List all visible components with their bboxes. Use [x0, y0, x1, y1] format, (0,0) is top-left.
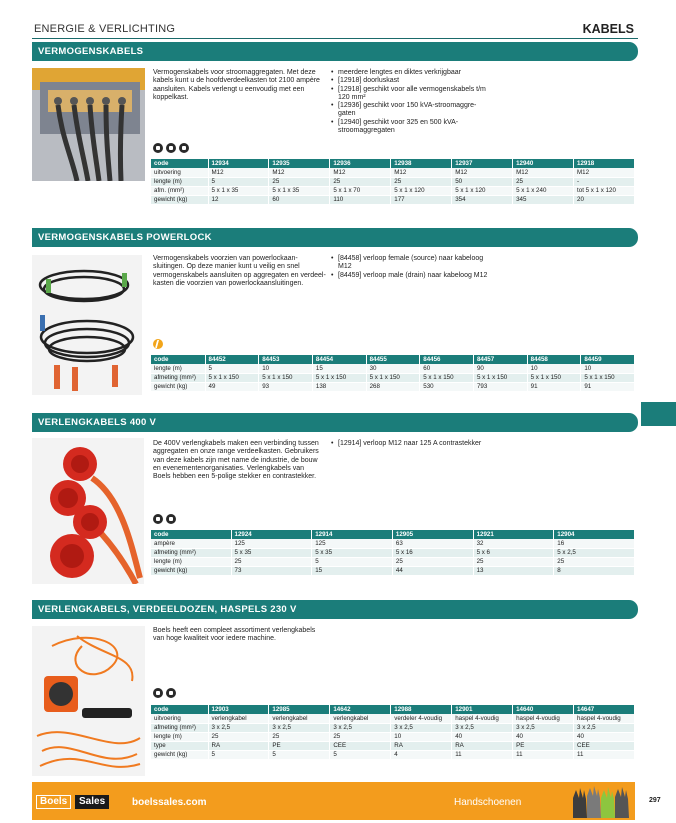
section-description: Vermogenskabels voorzien van powerlockaan- sluitingen. Op deze manier kunt u veilig en snel vermogenskabels aansluiten op aggregaten en verdeel- kasten die voorzien van powerlockaansluitingen. — [153, 255, 326, 287]
table-row: afmeting (mm²) 5 x 1 x 150 5 x 1 x 150 5 x 1 x 150 5 x 1 x 150 5 x 1 x 150 5 x 1 x 150 5 x 1 x 150 5 x 1 x 150 — [151, 373, 635, 382]
spec-icons — [153, 514, 176, 524]
product-photo-powerlock-cables — [32, 255, 142, 395]
page-number: 297 — [649, 797, 661, 804]
table-row: gewicht (kg) 12 60 110 177 354 345 20 — [151, 195, 635, 204]
gear-icon — [166, 143, 176, 153]
section-header-powerlock — [32, 228, 638, 247]
table-row: gewicht (kg) 49 93 138 268 530 793 91 91 — [151, 382, 635, 391]
section-description: Vermogenskabels voor stroomaggregaten. Met deze kabels kunt u de hoofdverdeelkasten tot 2100 ampère aansluiten. Kabels verlengt u eenvoudig met een koppelkast. — [153, 69, 320, 101]
list-item: • [12936] geschikt voor 150 kVA-stroomaggre- gaten — [331, 102, 511, 119]
gear-icon — [166, 514, 176, 524]
table-row: ampère 125 125 63 32 16 — [151, 539, 635, 548]
spec-icons — [153, 143, 189, 153]
spec-icons — [153, 688, 176, 698]
list-item: • [12940] geschikt voor 325 en 500 kVA- stroomaggregaten — [331, 119, 511, 136]
table-row: lengte (m) 5 10 15 30 60 90 10 10 — [151, 364, 635, 373]
table-row: afmeting (mm²) 3 x 2,5 3 x 2,5 3 x 2,5 3 x 2,5 3 x 2,5 3 x 2,5 3 x 2,5 — [151, 723, 635, 732]
list-item: • [84459] verloop male (drain) naar kabeloog M12 — [331, 272, 511, 280]
product-photo-power-cables — [32, 68, 145, 181]
list-item: • [12918] geschikt voor alle vermogenskabels t/m 120 mm² — [331, 86, 511, 103]
product-photo-400v-plugs — [32, 438, 144, 584]
table-row: gewicht (kg) 73 15 44 13 8 — [151, 566, 635, 575]
brand-logo-sales: Sales — [75, 795, 109, 809]
lightning-icon — [153, 339, 163, 349]
brand-logo-boels: Boels — [36, 795, 71, 809]
spec-table: code 12903 12985 14642 12988 12901 14640 14647 uitvoering verlengkabel verlengkabel verlengkabel verdeler 4-voudig haspel 4-voudig haspel 4-voudig haspel 4-voudig afmeting (mm²) 3 x 2,5 3 x 2,5 3 x 2,5 3 x 2,5 3 x 2,5 3 x 2,5 3 x 2,5 lengte (m) 25 25 25 10 40 40 40 type RA PE CEE RA RA PE CEE gewicht (kg) 5 5 5 4 11 11 11 — [151, 705, 635, 760]
website-link[interactable]: boelssales.com — [132, 797, 207, 808]
list-item: • [12918] doorluskast — [331, 77, 511, 85]
feature-list — [331, 69, 511, 135]
spec-table: code 84452 84453 84454 84455 84456 84457 84458 84459 lengte (m) 5 10 15 30 60 90 10 10 afmeting (mm²) 5 x 1 x 150 5 x 1 x 150 5 x 1 x 150 5 x 1 x 150 5 x 1 x 150 5 x 1 x 150 5 x 1 x 150 5 x 1 x 150 gewicht (kg) 49 93 138 268 530 793 91 91 — [151, 355, 635, 392]
table-row: type RA PE CEE RA RA PE CEE — [151, 741, 635, 750]
table-row: afm. (mm²) 5 x 1 x 35 5 x 1 x 35 5 x 1 x 70 5 x 1 x 120 5 x 1 x 120 5 x 1 x 240 tot 5 x 1 x 120 — [151, 186, 635, 195]
section-header-vermogenskabels — [32, 42, 638, 61]
page-header — [32, 21, 638, 39]
table-row: lengte (m) 25 5 25 25 25 — [151, 557, 635, 566]
footer-category: Handschoenen — [454, 797, 522, 808]
spec-table: code 12934 12935 12936 12938 12937 12940 12918 uitvoering M12 M12 M12 M12 M12 M12 M12 lengte (m) 5 25 25 25 50 25 - afm. (mm²) 5 x 1 x 35 5 x 1 x 35 5 x 1 x 70 5 x 1 x 120 5 x 1 x 120 5 x 1 x 240 tot 5 x 1 x 120 gewicht (kg) 12 60 110 177 354 345 20 — [151, 159, 635, 205]
spec-icons — [153, 339, 163, 349]
section-header-230v — [32, 600, 638, 619]
plug-icon — [153, 143, 163, 153]
section-heading: VERLENGKABELS 400 V — [38, 417, 157, 428]
table-row: afmeting (mm²) 5 x 35 5 x 35 5 x 16 5 x 6 5 x 2,5 — [151, 548, 635, 557]
category-title: KABELS — [582, 22, 634, 36]
section-heading: VERLENGKABELS, VERDEELDOZEN, HASPELS 230 V — [38, 604, 297, 615]
table-row: uitvoering M12 M12 M12 M12 M12 M12 M12 — [151, 168, 635, 177]
feature-list — [331, 440, 531, 448]
table-row: gewicht (kg) 5 5 5 4 11 11 11 — [151, 750, 635, 759]
table-row: lengte (m) 5 25 25 25 50 25 - — [151, 177, 635, 186]
spec-table: code 12924 12914 12905 12921 12904 ampère 125 125 63 32 16 afmeting (mm²) 5 x 35 5 x 35 5 x 16 5 x 6 5 x 2,5 lengte (m) 25 5 25 25 25 gewicht (kg) 73 15 44 13 8 — [151, 530, 635, 576]
shoe-icon — [179, 143, 189, 153]
chapter-tab — [641, 402, 676, 426]
table-row: uitvoering verlengkabel verlengkabel verlengkabel verdeler 4-voudig haspel 4-voudig haspel 4-voudig haspel 4-voudig — [151, 714, 635, 723]
product-photo-230v-reels — [32, 626, 145, 776]
section-heading: VERMOGENSKABELS POWERLOCK — [38, 232, 212, 243]
gear-icon — [166, 688, 176, 698]
section-title: ENERGIE & VERLICHTING — [34, 23, 176, 35]
gloves-image — [567, 784, 631, 818]
section-description: Boels heeft een compleet assortiment verlengkabels van hoge kwaliteit voor iedere machine. — [153, 627, 316, 643]
feature-list — [331, 255, 511, 280]
section-header-400v — [32, 413, 638, 432]
plug-icon — [153, 688, 163, 698]
list-item: • [84458] verloop female (source) naar kabeloog M12 — [331, 255, 511, 272]
section-heading: VERMOGENSKABELS — [38, 46, 144, 57]
section-description: De 400V verlengkabels maken een verbinding tussen aggregaten en onze range verdeelkasten. Gebruikers van deze kabels zijn met name de industrie, de bouw en evenementenorganisaties. Verlengkabels van Boels hebben een 5-polige stekker en contrastekker. — [153, 440, 319, 481]
list-item: • meerdere lengtes en diktes verkrijgbaar — [331, 69, 511, 77]
table-row: lengte (m) 25 25 25 10 40 40 40 — [151, 732, 635, 741]
list-item: • [12914] verloop M12 naar 125 A contrastekker — [331, 440, 531, 448]
footer-banner — [32, 782, 635, 820]
plug-icon — [153, 514, 163, 524]
